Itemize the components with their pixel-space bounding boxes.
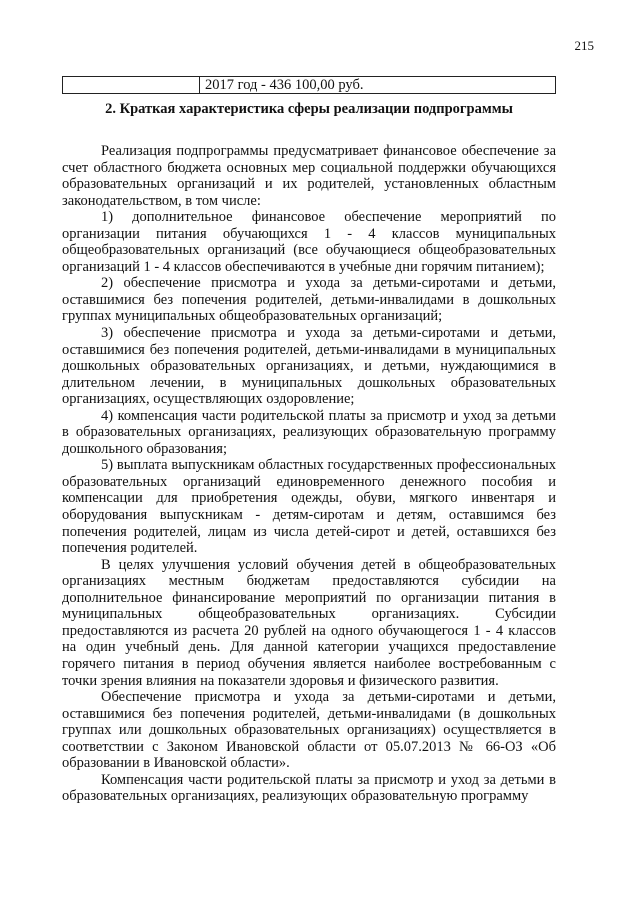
paragraph-item-4: 4) компенсация части родительской платы за присмотр и уход за детьми в образовательных организациях, реализующих образовательную программу дошкольного образования;: [62, 407, 556, 457]
budget-table-row: [62, 76, 556, 94]
body-text: [62, 143, 556, 805]
paragraph-item-3: 3) обеспечение присмотра и ухода за детьми-сиротами и детьми, оставшимися без попечения родителей, детьми-инвалидами в муниципальных дошкольных образовательных организациях, и детьми, нуждающимися в длительном лечении, в муниципальных дошкольных образовательных организациях, осуществляющих оздоровление;: [62, 325, 556, 408]
paragraph-compensation: Компенсация части родительской платы за присмотр и уход за детьми в образовательных организациях, реализующих образовательную программу: [62, 771, 556, 805]
table-cell-amount: 2017 год - 436 100,00 руб.: [205, 77, 364, 93]
paragraph-subsidies: В целях улучшения условий обучения детей в общеобразовательных организациях местным бюджетам предоставляются субсидии на дополнительное финансирование мероприятий по организации питания в муниципальных общеобразовательных организациях. Субсидии предоставляются из расчета 20 рублей на одного обучающегося 1 - 4 классов на один учебный день. Для данной категории учащихся предоставление горячего питания в период обучения является наиболее востребованным с точки зрения влияния на показатели здоровья и физического развития.: [62, 556, 556, 689]
page-number: 215: [574, 38, 594, 53]
table-cell-empty: [63, 77, 200, 93]
paragraph-item-2: 2) обеспечение присмотра и ухода за детьми-сиротами и детьми, оставшимися без попечения родителей, детьми-инвалидами в дошкольных группах муниципальных общеобразовательных организаций;: [62, 275, 556, 325]
section-heading: 2. Краткая характеристика сферы реализации подпрограммы: [105, 101, 513, 117]
paragraph-item-1: 1) дополнительное финансовое обеспечение мероприятий по организации питания обучающихся 1 - 4 классов муниципальных общеобразовательных организаций (все обучающиеся общеобразовательных организаций 1 - 4 классов обеспечиваются в учебные дни горячим питанием);: [62, 209, 556, 275]
paragraph-item-5: 5) выплата выпускникам областных государственных профессиональных образовательных организаций единовременного денежного пособия и компенсации для приобретения одежды, обуви, мягкого инвентаря и оборудования выпускникам - детям-сиротам и детям, оставшимся без попечения родителей, лицам из числа детей-сирот и детей, оставшихся без попечения родителей.: [62, 457, 556, 557]
paragraph-care: Обеспечение присмотра и ухода за детьми-сиротами и детьми, оставшимися без попечения родителей, детьми-инвалидами (в дошкольных группах или дошкольных образовательных организациях) осуществляется в соответствии с Законом Ивановской области от 05.07.2013 № 66-ОЗ «Об образовании в Ивановской области».: [62, 689, 556, 772]
paragraph-intro: Реализация подпрограммы предусматривает финансовое обеспечение за счет областного бюджета основных мер социальной поддержки обучающихся образовательных организаций и их родителей, установленных областным законодательством, в том числе:: [62, 143, 556, 209]
